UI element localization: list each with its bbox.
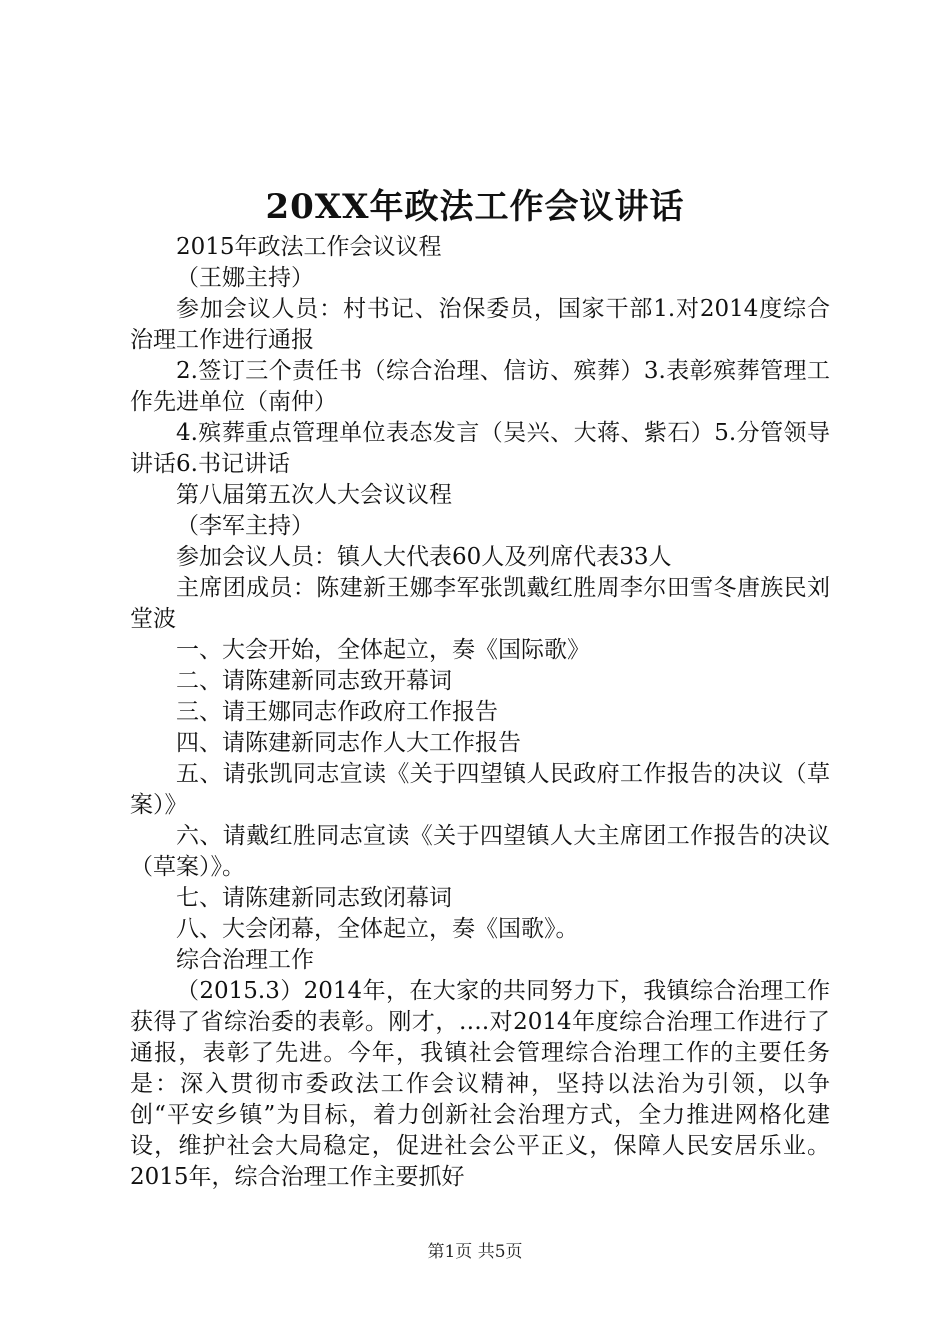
- paragraph: 七、请陈建新同志致闭幕词: [176, 885, 452, 911]
- paragraph: 2015年政法工作会议议程: [176, 234, 442, 260]
- paragraph: （王娜主持）: [176, 265, 314, 291]
- document-body: [130, 232, 830, 1193]
- paragraph: 二、请陈建新同志致开幕词: [176, 668, 452, 694]
- paragraph: 一、大会开始，全体起立，奏《国际歌》: [176, 637, 590, 663]
- paragraph: 八、大会闭幕，全体起立，奏《国歌》。: [176, 916, 579, 942]
- paragraph: 主席团成员：陈建新王娜李军张凯戴红胜周李尔田雪冬唐族民刘堂波: [130, 575, 830, 632]
- paragraph: 参加会议人员：村书记、治保委员，国家干部1.对2014度综合治理工作进行通报: [130, 296, 830, 353]
- paragraph: 五、请张凯同志宣读《关于四望镇人民政府工作报告的决议（草案）》: [130, 761, 830, 818]
- paragraph: 第八届第五次人大会议议程: [176, 482, 452, 508]
- paragraph: 综合治理工作: [176, 947, 314, 973]
- paragraph: （李军主持）: [176, 513, 314, 539]
- paragraph: （2015.3）2014年，在大家的共同努力下，我镇综合治理工作获得了省综治委的表彰。刚才，….对2014年度综合治理工作进行了通报，表彰了先进。今年，我镇社会管理综合治理工作的主要任务是：深入贯彻市委政法工作会议精神，坚持以法治为引领，以争创“平安乡镇”为目标，着力创新社会治理方式，全力推进网格化建设，维护社会大局稳定，促进社会公平正义，保障人民安居乐业。2015年，综合治理工作主要抓好: [130, 978, 830, 1190]
- paragraph: 4.殡葬重点管理单位表态发言（吴兴、大蒋、紫石）5.分管领导讲话6.书记讲话: [130, 420, 830, 477]
- paragraph: 2.签订三个责任书（综合治理、信访、殡葬）3.表彰殡葬管理工作先进单位（南仲）: [130, 358, 830, 415]
- paragraph: 四、请陈建新同志作人大工作报告: [176, 730, 521, 756]
- page-title: 20XX年政法工作会议讲话: [265, 187, 685, 227]
- paragraph: 三、请王娜同志作政府工作报告: [176, 699, 498, 725]
- paragraph: 六、请戴红胜同志宣读《关于四望镇人大主席团工作报告的决议（草案）》。: [130, 823, 830, 880]
- page-number-footer: 第1页 共5页: [427, 1242, 523, 1262]
- paragraph: 参加会议人员：镇人大代表60人及列席代表33人: [176, 544, 672, 570]
